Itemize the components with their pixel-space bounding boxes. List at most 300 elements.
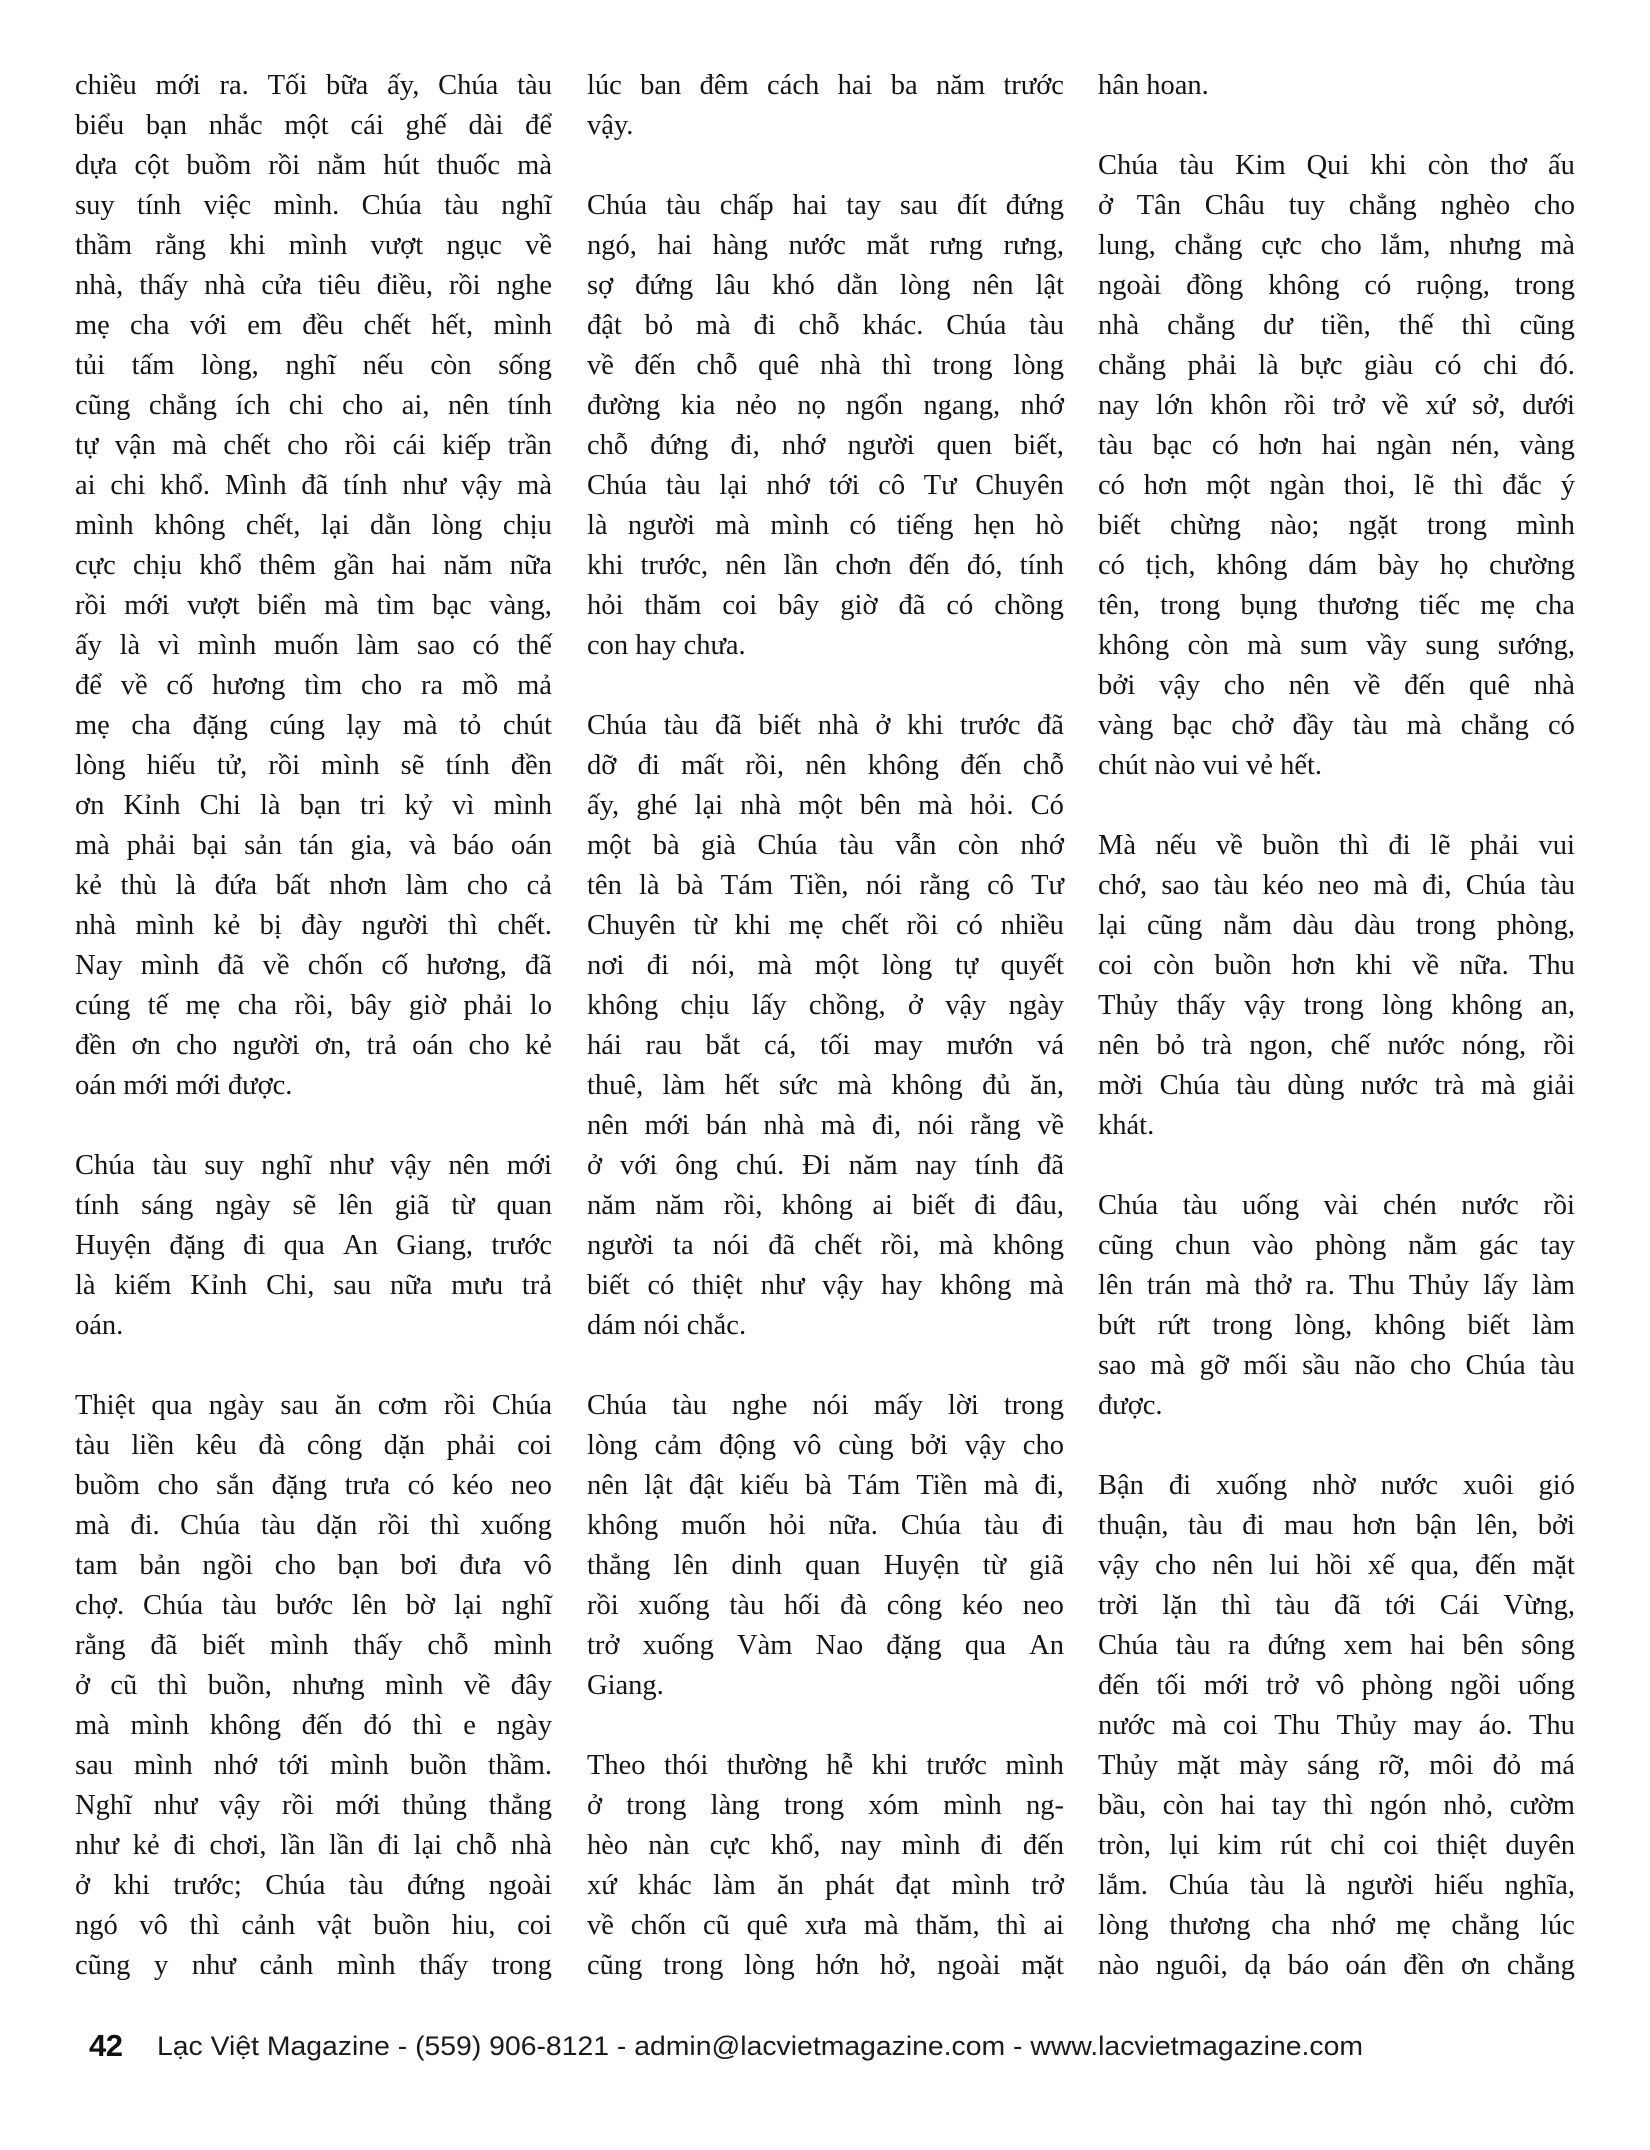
word: vẻ: [1246, 750, 1273, 781]
word: trả: [521, 1270, 552, 1301]
text-line: [587, 266, 1064, 306]
word: nên: [587, 1110, 629, 1141]
word: Chuyên: [975, 470, 1064, 501]
word: đến: [1098, 1670, 1140, 1701]
word: ngàn: [1376, 430, 1432, 461]
word: mà: [1205, 1270, 1241, 1301]
word: chỗ: [455, 1830, 498, 1861]
word: buồm: [186, 150, 252, 181]
word: Mà: [1098, 830, 1136, 861]
word: vậy: [945, 990, 987, 1021]
word: đày: [301, 910, 343, 941]
word: Vừng,: [1503, 1590, 1575, 1621]
word: vậy: [1098, 1550, 1140, 1581]
word: chun: [1175, 1230, 1231, 1261]
text-line: [1098, 1466, 1575, 1506]
word: hết,: [431, 310, 474, 341]
word: chi: [110, 470, 146, 501]
word: tới: [1384, 1590, 1416, 1621]
text-line: [75, 1146, 552, 1186]
word: kia: [680, 390, 716, 421]
word: đứng: [407, 1870, 466, 1901]
text-line: [1098, 306, 1575, 346]
word: đầy: [1292, 710, 1334, 741]
word: trước: [491, 1230, 552, 1261]
word: mẹ: [1395, 1910, 1431, 1941]
word: bà: [676, 870, 704, 901]
paragraph: [587, 186, 1064, 666]
word: Theo: [587, 1750, 646, 1781]
text-line: [587, 1866, 1064, 1906]
text-line: [1098, 1786, 1575, 1826]
word: đã: [525, 950, 552, 981]
word: hơn: [1258, 430, 1303, 461]
word: cho: [468, 1030, 510, 1061]
word: qua: [283, 1230, 325, 1261]
word: vầy: [1366, 630, 1408, 661]
word: rồi: [377, 1510, 410, 1541]
word: chẳng: [1451, 1910, 1520, 1941]
word: mình: [134, 1750, 193, 1781]
word: ra: [1228, 1630, 1251, 1661]
word: chơi,: [209, 1830, 267, 1861]
word: lấy: [751, 990, 787, 1021]
word: suy: [75, 190, 115, 221]
word: Chúa: [587, 1390, 648, 1421]
word: chường: [1489, 550, 1575, 581]
word: rồi: [448, 270, 481, 301]
word: trong: [1426, 510, 1488, 541]
word: lớn: [1156, 390, 1194, 421]
word: tàu: [517, 70, 552, 101]
word: uống: [1242, 1190, 1300, 1221]
word: nhỏ,: [1443, 1790, 1494, 1821]
word: mình: [288, 230, 348, 261]
word: vô: [1315, 1670, 1345, 1701]
word: đó,: [966, 550, 1003, 581]
word: lấy: [1483, 1270, 1519, 1301]
word: hơn: [1291, 950, 1336, 981]
word: thì: [447, 910, 478, 941]
word: lẽ: [1413, 470, 1435, 501]
word: hương,: [426, 950, 507, 981]
word: cho: [176, 1030, 218, 1061]
word: sướng,: [1497, 630, 1575, 661]
word: nói: [643, 1310, 680, 1341]
text-line: [75, 466, 552, 506]
word: ngàn: [1269, 470, 1325, 501]
word: rưng,: [1003, 230, 1064, 261]
word: đi,: [1034, 1470, 1064, 1501]
word: từ: [982, 1550, 1007, 1581]
word: nước: [1360, 1070, 1419, 1101]
word: lắm,: [1380, 230, 1431, 261]
word: rứt: [1157, 1310, 1191, 1341]
text-line: [587, 906, 1064, 946]
word: chắc.: [686, 1310, 747, 1341]
word: đã: [898, 590, 926, 621]
word: đi: [173, 1830, 196, 1861]
word: trong: [932, 350, 993, 381]
word: trán: [1146, 1270, 1192, 1301]
word: Tư: [1031, 870, 1064, 901]
word: cực: [1261, 230, 1302, 261]
word: dàu: [1292, 910, 1334, 941]
word: kéo: [452, 1470, 494, 1501]
word: nhớ: [213, 1750, 258, 1781]
word: sẽ: [292, 1190, 317, 1221]
word: tủi: [75, 350, 106, 381]
word: nên: [725, 550, 767, 581]
word: Chúa: [587, 710, 648, 741]
word: ơn: [131, 1030, 161, 1061]
word: biết: [912, 1190, 955, 1221]
word: neo: [1022, 1590, 1064, 1621]
word: Nao: [815, 1630, 864, 1661]
word: về: [587, 350, 614, 381]
text-line: [587, 346, 1064, 386]
word: không: [1451, 990, 1523, 1021]
word: tiền,: [1320, 310, 1371, 341]
word: sum: [1300, 630, 1348, 661]
text-line: [75, 306, 552, 346]
word: buồn: [409, 1750, 467, 1781]
word: tỏ: [459, 710, 482, 741]
word: còn: [1427, 150, 1469, 181]
word: mà: [1150, 1350, 1186, 1381]
word: tàu: [1275, 1590, 1311, 1621]
text-line: [75, 66, 552, 106]
word: họ: [1439, 550, 1469, 581]
word: đi,: [871, 1110, 902, 1141]
word: chồng,: [808, 990, 886, 1021]
word: con: [587, 630, 629, 661]
word: mà: [75, 830, 110, 861]
word: Giang.: [587, 1670, 664, 1701]
text-line: [75, 266, 552, 306]
word: hở,: [879, 1950, 917, 1981]
word: làm: [1532, 1270, 1575, 1301]
word: coi: [1383, 1830, 1419, 1861]
word: bây: [778, 590, 820, 621]
word: có: [647, 1270, 675, 1301]
word: mà: [402, 710, 438, 741]
text-line: [1098, 546, 1575, 586]
word: là: [1258, 350, 1279, 381]
word: như: [760, 1270, 805, 1301]
word: cha: [1271, 1910, 1311, 1941]
paragraph: [1098, 66, 1575, 106]
word: Qui: [1306, 150, 1350, 181]
text-line: [75, 226, 552, 266]
word: vượt: [370, 230, 424, 261]
word: bày: [1377, 550, 1420, 581]
word: không: [1098, 630, 1170, 661]
paragraph: [75, 66, 552, 1106]
text-line: [75, 1946, 552, 1986]
word: mới: [1203, 1670, 1249, 1701]
word: cái: [392, 430, 426, 461]
text-line: [1098, 1266, 1575, 1306]
word: mình: [951, 1870, 1011, 1901]
text-line: [75, 1226, 552, 1266]
word: Chi: [199, 790, 241, 821]
word: nguôi,: [1155, 1950, 1228, 1981]
word: mà: [837, 1070, 873, 1101]
text-line: [75, 1866, 552, 1906]
text-line: [587, 586, 1064, 626]
word: nếu: [1155, 830, 1197, 861]
word: ngày: [496, 1710, 552, 1741]
word: buồn: [1262, 830, 1320, 861]
word: coi: [517, 1430, 552, 1461]
word: nhớ: [1020, 390, 1064, 421]
word: thói: [663, 1750, 709, 1781]
word: Chúa: [900, 1510, 962, 1541]
word: lung,: [1098, 230, 1156, 261]
word: đó: [363, 1710, 392, 1741]
word: nhà: [204, 270, 246, 301]
word: không: [891, 1070, 963, 1101]
word: qua: [151, 1390, 193, 1421]
word: rồi: [906, 910, 939, 941]
word: mình: [770, 510, 829, 541]
word: chẳng: [1167, 310, 1236, 341]
word: buồn: [1214, 950, 1272, 981]
word: vậy: [219, 1790, 261, 1821]
word: coi: [1223, 1710, 1258, 1741]
word: đạt: [895, 1870, 931, 1901]
word: thầm.: [487, 1750, 552, 1781]
word: đã: [150, 1630, 178, 1661]
word: như: [191, 1950, 236, 1981]
word: Tám: [848, 1470, 901, 1501]
text-line: [1098, 866, 1575, 906]
word: chú.: [735, 1150, 785, 1181]
word: tên: [587, 870, 622, 901]
word: phải: [463, 990, 513, 1021]
word: ngang,: [923, 390, 1001, 421]
word: vì: [157, 630, 180, 661]
text-line: [587, 106, 1064, 146]
text-line: [1098, 906, 1575, 946]
text-line: [75, 1626, 552, 1666]
word: Chúa: [587, 470, 648, 501]
text-line: [587, 1426, 1064, 1466]
word: xứ: [1425, 390, 1456, 421]
word: kiếp: [442, 430, 492, 461]
word: cũ: [110, 1670, 138, 1701]
word: suy: [204, 1150, 244, 1181]
word: thở: [1254, 1270, 1292, 1301]
word: thuốc: [436, 150, 501, 181]
word: bỏ: [1156, 1030, 1185, 1061]
word: có: [946, 590, 974, 621]
word: lại: [320, 510, 350, 541]
word: đà: [840, 1590, 868, 1621]
word: tàu: [666, 190, 701, 221]
word: hoan.: [1146, 70, 1209, 101]
word: mới: [155, 70, 201, 101]
word: ra: [420, 670, 444, 701]
word: vậy: [1158, 670, 1201, 701]
word: cho: [1022, 1430, 1064, 1461]
word: biển: [257, 590, 307, 621]
word: mới: [644, 1110, 690, 1141]
paragraph: [587, 66, 1064, 146]
footer-separator: -: [1005, 2031, 1031, 2061]
word: bà: [652, 830, 680, 861]
text-column-3: [1098, 66, 1575, 1986]
text-line: [75, 1506, 552, 1546]
word: hai: [657, 230, 693, 261]
word: nước: [1387, 1030, 1445, 1061]
word: vận: [114, 430, 156, 461]
word: tay: [1271, 1790, 1307, 1821]
word: nhà: [763, 1110, 805, 1141]
word: gỡ: [1199, 1350, 1229, 1381]
word: có: [1098, 550, 1125, 581]
word: công: [306, 1430, 363, 1461]
word: đật: [587, 310, 622, 341]
word: chơn: [835, 550, 892, 581]
word: cực: [709, 1830, 751, 1861]
text-line: [75, 1386, 552, 1426]
word: bữa: [325, 70, 369, 101]
word: oán: [412, 1030, 454, 1061]
word: tay: [1540, 1230, 1575, 1261]
word: chớ,: [1098, 870, 1148, 901]
word: được.: [227, 1070, 293, 1101]
text-line: [75, 746, 552, 786]
word: trưa: [344, 1470, 391, 1501]
text-line: [1098, 666, 1575, 706]
word: về: [120, 670, 148, 701]
word: mối: [1243, 1350, 1288, 1381]
word: đi,: [730, 430, 760, 461]
word: thì: [412, 1710, 443, 1741]
word: sau: [333, 1270, 372, 1301]
word: khổ: [199, 550, 242, 581]
word: cảm: [654, 1430, 703, 1461]
word: tên,: [1098, 590, 1140, 621]
word: bạn: [145, 110, 188, 141]
word: chút: [1098, 750, 1148, 781]
word: kẻ: [525, 1030, 552, 1061]
publication-name: Lạc Việt Magazine: [157, 2031, 390, 2061]
word: gia,: [350, 830, 393, 861]
word: về: [1216, 830, 1243, 861]
text-line: [75, 186, 552, 226]
word: năm: [655, 1190, 705, 1221]
word: mẹ: [185, 990, 221, 1021]
word: Chúa: [587, 190, 648, 221]
text-line: [587, 1826, 1064, 1866]
word: thì: [881, 350, 912, 381]
word: quyết: [1000, 950, 1064, 981]
word: hồi: [1315, 1550, 1352, 1581]
word: mau: [1283, 1510, 1334, 1541]
word: tự: [75, 430, 99, 461]
word: rồi: [1543, 1030, 1575, 1061]
word: Chúa: [946, 310, 1007, 341]
text-line: [1098, 1306, 1575, 1346]
word: khát.: [1098, 1110, 1155, 1141]
word: ra.: [1305, 1270, 1335, 1301]
word: mà: [1029, 1270, 1064, 1301]
word: rằng: [919, 870, 970, 901]
word: nhà: [510, 1830, 552, 1861]
word: nằm: [317, 150, 367, 181]
text-line: [587, 306, 1064, 346]
word: mình: [75, 510, 134, 541]
word: kiếu: [739, 1470, 789, 1501]
word: ăn: [334, 1390, 362, 1421]
text-line: [75, 706, 552, 746]
word: cảnh: [241, 1910, 296, 1941]
word: trước: [1003, 70, 1064, 101]
word: khác: [637, 1870, 692, 1901]
word: nghĩ: [501, 1590, 552, 1621]
word: đi,: [1422, 870, 1452, 901]
word: trở: [1266, 1670, 1299, 1701]
word: cũng: [75, 390, 131, 421]
word: vẫn: [895, 830, 937, 861]
word: chỉ: [1330, 1830, 1366, 1861]
word: Chúa: [180, 1510, 241, 1541]
word: đi: [980, 1830, 1003, 1861]
word: phòng: [1361, 1670, 1433, 1701]
word: nghèo: [1440, 190, 1511, 221]
word: tới: [278, 1750, 310, 1781]
word: hỏi: [769, 1510, 806, 1541]
text-line: [587, 1506, 1064, 1546]
word: xưa: [804, 1910, 848, 1941]
word: không: [1216, 550, 1288, 581]
word: xuôi: [1462, 1470, 1514, 1501]
text-line: [587, 826, 1064, 866]
text-line: [1098, 266, 1575, 306]
word: mẹ: [788, 910, 824, 941]
word: lui: [1269, 1550, 1300, 1581]
word: dỡ: [587, 750, 617, 781]
word: kẻ: [213, 910, 241, 941]
word: Chúa: [1465, 1350, 1526, 1381]
text-line: [1098, 826, 1575, 866]
text-line: [587, 466, 1064, 506]
word: chịu: [680, 990, 730, 1021]
word: đứng: [1267, 1630, 1326, 1661]
word: là: [259, 790, 281, 821]
word: nhà: [817, 710, 859, 741]
word: xuống: [642, 1630, 714, 1661]
word: rồi: [268, 750, 301, 781]
word: Vàm: [737, 1630, 793, 1661]
word: chết.: [497, 910, 552, 941]
word: mới: [175, 1070, 221, 1101]
text-line: [1098, 506, 1575, 546]
word: đi: [1041, 1510, 1064, 1541]
text-line: [587, 1626, 1064, 1666]
word: ấy,: [387, 70, 420, 101]
word: tròn,: [1098, 1830, 1152, 1861]
word: mình: [943, 1790, 1002, 1821]
word: chi: [1482, 350, 1518, 381]
word: thường: [726, 1750, 808, 1781]
word: chừng: [1170, 510, 1241, 541]
word: hơn: [1143, 470, 1188, 501]
word: động: [718, 1430, 776, 1461]
